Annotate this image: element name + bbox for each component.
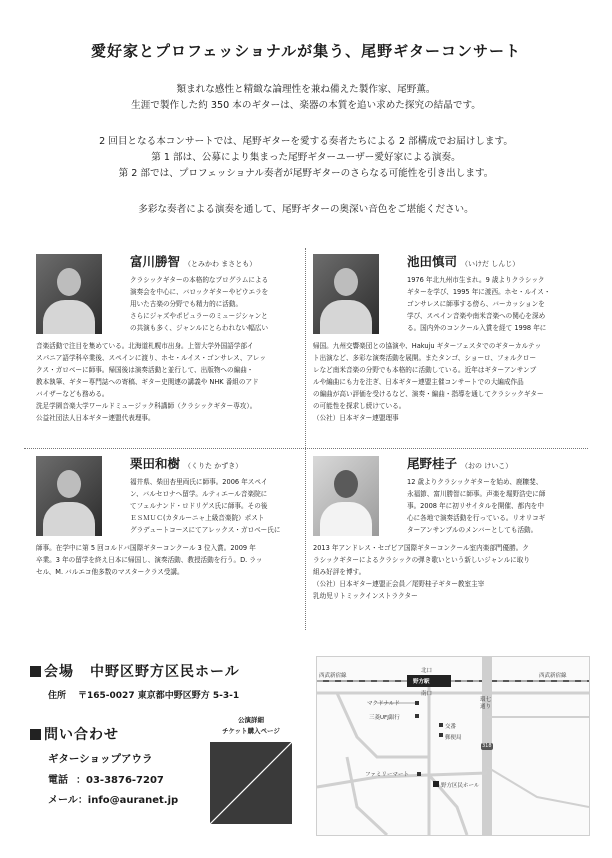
- intro-paragraph-2: [0, 134, 612, 182]
- headline: 愛好家とプロフェッショナルが集う、尾野ギターコンサート: [90, 42, 522, 60]
- contact-tel[interactable]: 電話 ：03-3876-7207: [48, 775, 164, 786]
- performer-bio-top: [407, 274, 585, 334]
- bio-line: クラシックギターの本格的なプログラムによる: [130, 276, 269, 284]
- performer-name: 尾野桂子 （おの けいこ）: [407, 456, 513, 471]
- square-bullet-icon: [30, 729, 41, 740]
- access-map: [316, 656, 590, 836]
- intro-paragraph-3: [0, 202, 612, 218]
- bio-line: 12 歳よりクラシックギターを始め、鹿糠斐、: [407, 478, 543, 486]
- bio-line: 組み好評を博す。: [313, 568, 366, 576]
- qr-caption: 公演詳細 チケット購入ページ: [222, 716, 280, 735]
- bio-line: 洗足学園音楽大学ワールドミュージック科講師（クラシックギター専攻）。: [36, 402, 257, 410]
- performer-reading: （くりた かずき）: [184, 462, 243, 470]
- bio-line: 帰国。九州交響楽団との協演や、Hakuju ギターフェスタでのギターカルテッ: [313, 342, 542, 350]
- bio-line: ラシックギターによるクラシックの弾き歌いという新しいジャンルに取り: [313, 556, 530, 564]
- map-label-post-office: 郵便局: [445, 735, 462, 741]
- intro-line: 生涯で製作した約 350 本のギターは、楽器の本質を追い求めた探究の結晶です。: [131, 100, 481, 111]
- performer-photo: [36, 456, 102, 536]
- performer-name: 池田慎司 （いけだ しんじ）: [407, 254, 520, 269]
- bio-line: 心に各地で演奏活動を行っている。リオリコギ: [407, 514, 546, 522]
- bio-line: ターアンサンブルのメンバーとしても活動。: [407, 526, 538, 534]
- grid-divider-horizontal: [24, 448, 588, 449]
- square-bullet-icon: [30, 666, 41, 677]
- performer-grid: [24, 248, 588, 630]
- bio-line: （公社）日本ギター連盟正会員／尾野桂子ギター教室主宰: [313, 580, 485, 588]
- map-label-kanpachi: 環七通り: [480, 697, 492, 710]
- bio-line: ト出演など、多彩な演奏活動を展開。またタンゴ、ショーロ、フォルクロー: [313, 354, 537, 362]
- intro-line: 類まれな感性と精緻な論理性を兼ね備えた製作家、尾野薫。: [176, 84, 436, 95]
- bio-line: 公益社団法人日本ギター連盟代表理事。: [36, 414, 155, 422]
- map-label-koban: 交番: [445, 724, 457, 730]
- map-label-mcdonalds: マクドナルド: [367, 701, 400, 707]
- map-label-rail-left: 西武新宿線: [319, 673, 347, 679]
- bio-line: 師事。在学中に第 5 回コルドバ国際ギターコンクール 3 位入賞。2009 年: [36, 544, 256, 552]
- grid-divider-vertical: [305, 248, 306, 630]
- map-label-venue: 野方区民ホール: [441, 783, 480, 789]
- bio-line: てフェルナンド・ロドリゲス氏に師事。その後: [130, 502, 268, 510]
- bio-line: 乳幼児リトミックインストラクター: [313, 592, 418, 600]
- intro-line: 第 1 部は、公募により集まった尾野ギターユーザー愛好家による演奏。: [151, 152, 461, 163]
- bio-line: 学び、スペイン音楽や南米音楽への関心を深め: [407, 312, 546, 320]
- performer-bio-bottom: [36, 542, 304, 578]
- map-label-rail-right: 西武新宿線: [539, 673, 567, 679]
- performer-bio-bottom: [313, 340, 587, 424]
- performer-bio-top: [130, 476, 302, 536]
- bio-line: グラデュートコースにてアレックス・ガロベー氏に: [130, 526, 281, 534]
- performer-reading: （おの けいこ）: [461, 462, 513, 470]
- bio-line: ＥＳＭＵＣ(カタルーニャ上級音楽院）ポスト: [130, 514, 265, 522]
- bio-line: る。国内外のコンクール入賞を経て 1998 年に: [407, 324, 547, 332]
- bio-line: 1976 年北九州市生まれ。9 歳よりクラシック: [407, 276, 545, 284]
- map-roads: [317, 657, 589, 835]
- performer-card-kurita: [24, 450, 305, 630]
- intro-paragraph-1: [0, 82, 612, 114]
- performer-bio-top: [407, 476, 585, 536]
- bio-line: 事。2008 年に初リサイタルを開催、都内を中: [407, 502, 544, 510]
- performer-reading: （とみかわ まさとも）: [184, 260, 257, 268]
- bio-line: ギターを学び、1995 年に渡西。ホセ・ルイス・: [407, 288, 551, 296]
- bio-line: 用いた古楽の分野でも精力的に活動。: [130, 300, 243, 308]
- intro-line: 2 回目となる本コンサートでは、尾野ギターを愛する奏者たちによる 2 部構成でお届けします。: [99, 136, 513, 147]
- performer-bio-bottom: [36, 340, 304, 424]
- bio-line: （公社）日本ギター連盟理事: [313, 414, 399, 422]
- bio-line: ルや編曲にも力を注ぎ、日本ギター連盟主催コンサートでの大編成作品: [313, 378, 524, 386]
- bio-line: レなど南米音楽の分野でも本格的に活動している。近年はギターアンサンブ: [313, 366, 537, 374]
- performer-reading: （いけだ しんじ）: [461, 260, 520, 268]
- contact-shop: ギターショップアウラ: [48, 753, 153, 765]
- performer-name: 富川勝智 （とみかわ まさとも）: [130, 254, 257, 269]
- performer-card-tomikawa: [24, 248, 305, 448]
- performer-photo: [313, 254, 379, 334]
- map-label-bank: 三菱UFJ銀行: [369, 715, 400, 721]
- bio-line: バイザーなども務める。: [36, 390, 109, 398]
- map-label-route: 318: [482, 743, 492, 749]
- bio-line: ゴンサレスに師事する傍ら、バーカッションを: [407, 300, 545, 308]
- map-label-north-exit: 北口: [421, 668, 433, 674]
- venue-name: 中野区野方区民ホール: [90, 664, 240, 680]
- bio-line: さらにジャズやポピュラーのミュージシャンと: [130, 312, 268, 320]
- bio-line: セル、M. バルエコ他多数のマスタークラス受講。: [36, 568, 184, 576]
- performer-bio-top: [130, 274, 302, 334]
- qr-code[interactable]: [210, 742, 292, 824]
- bio-line: クス・ガロベーに師事。帰国後は演奏活動と並行して、出版物への編曲・: [36, 366, 254, 374]
- performer-card-ikeda: [307, 248, 588, 448]
- performer-photo: [36, 254, 102, 334]
- bio-line: の可能性を探求し続けている。: [313, 402, 406, 410]
- performer-photo: [313, 456, 379, 536]
- bio-line: 音楽活動で注目を集めている。北海道札幌市出身。上智大学外国語学部イ: [36, 342, 254, 350]
- performer-card-ono: [307, 450, 588, 630]
- performer-name: 栗田和樹 （くりた かずき）: [130, 456, 243, 471]
- bio-line: 福井県、柴田杏里両氏に師事。2006 年スペイ: [130, 478, 268, 486]
- bio-line: 永福節、富川勝智に師事。声楽を堀野浩史に師: [407, 490, 546, 498]
- bio-line: 卒業。3 年の留学を終え日本に帰国し、演奏活動、教授活動を行う。D. ラッ: [36, 556, 263, 564]
- venue-address: 住所 〒165-0027 東京都中野区野方 5-3-1: [48, 691, 240, 701]
- bio-line: の共演も多く、ジャンルにとらわれない幅広い: [130, 324, 269, 332]
- performer-bio-bottom: [313, 542, 587, 602]
- contact-heading: 問い合わせ: [30, 724, 119, 744]
- bio-line: 教本執筆、ギター専門誌への寄稿、ギター史関連の講義や NHK 番組のアド: [36, 378, 259, 386]
- map-label-south-exit: 南口: [421, 691, 433, 697]
- contact-mail[interactable]: メール：info@auranet.jp: [48, 795, 179, 806]
- bio-line: 演奏会を中心に、バロックギターやビウエラを: [130, 288, 269, 296]
- intro-line: 第 2 部では、プロフェッショナル奏者が尾野ギターのさらなる可能性を引き出します。: [118, 168, 494, 179]
- map-label-familymart: ファミリーマート: [365, 772, 409, 778]
- venue-heading: 会場 中野区野方区民ホール: [30, 661, 240, 681]
- bio-line: スパニア語学科卒業後、スペインに渡り、ホセ・ルイス・ゴンサレス、アレッ: [36, 354, 266, 362]
- qr-diagonal-icon: [210, 742, 292, 824]
- bio-line: 2013 年アンドレス・セゴビア国際ギターコンクール室内楽部門優勝。ク: [313, 544, 529, 552]
- intro-line: 多彩な奏者による演奏を通して、尾野ギターの奥深い音色をご堪能ください。: [138, 204, 474, 215]
- map-label-station: 野方駅: [413, 679, 430, 685]
- bio-line: ン、バルセロナへ留学。ルティエール音楽院に: [130, 490, 268, 498]
- bio-line: の編曲が高い評価を受けるなど、演奏・編曲・指導を通してクラシックギター: [313, 390, 544, 398]
